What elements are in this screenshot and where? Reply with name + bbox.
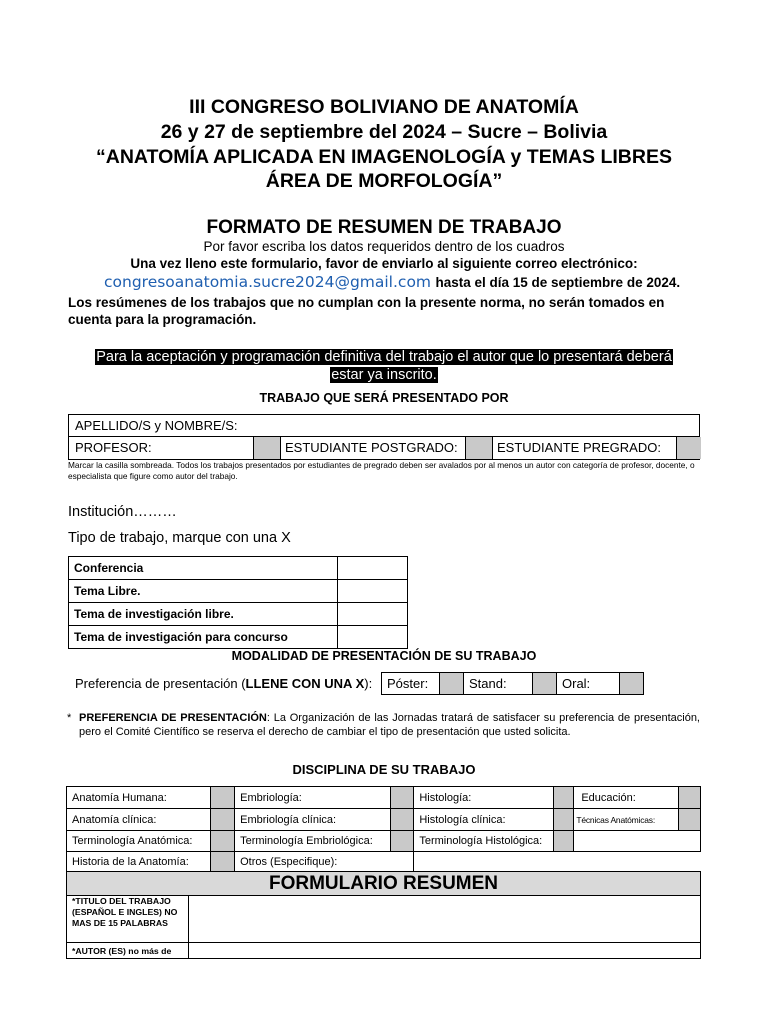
discipline-checkbox[interactable] [210, 809, 234, 831]
name-label: APELLIDO/S y NOMBRE/S: [75, 418, 238, 433]
profesor-checkbox[interactable] [253, 437, 281, 459]
discipline-other-field[interactable]: Otros (Especifique): [235, 852, 414, 872]
presentation-preference [75, 676, 372, 691]
registration-notice-line1: Para la aceptación y programación definitiva del trabajo el autor que lo presentará deberá [96, 349, 672, 365]
discipline-label: Histología clínica: [414, 809, 554, 831]
discipline-checkbox[interactable] [391, 809, 414, 831]
autor-row [66, 942, 701, 959]
email-line [104, 273, 680, 292]
work-type-row [69, 626, 408, 649]
discipline-label: Educación: [574, 787, 678, 809]
discipline-label: Técnicas Anatómicas: [574, 809, 678, 831]
preference-text: : La Organización de las Jornadas tratará de satisfacer su preferencia de presentación, pero el Comité Científico se reserva el derecho de cambiar el tipo de presentación que usted solicita. [79, 712, 700, 738]
postgrado-checkbox[interactable] [465, 437, 493, 459]
work-type-checkbox[interactable] [338, 603, 408, 626]
warning-text: Los resúmenes de los trabajos que no cumplan con la presente norma, no serán tomados en cuenta para la programación. [68, 295, 665, 327]
discipline-label [574, 831, 701, 852]
discipline-checkbox[interactable] [678, 787, 700, 809]
discipline-checkbox[interactable] [554, 831, 574, 852]
postgrado-label: ESTUDIANTE POSTGRADO: [285, 440, 458, 455]
discipline-label: Embriología clínica: [235, 809, 391, 831]
name-field[interactable] [68, 414, 700, 437]
registration-notice-line2: estar ya inscrito. [331, 367, 437, 383]
form-instruction: Por favor escriba los datos requeridos dentro de los cuadros [203, 239, 565, 254]
discipline-label: Histología: [414, 787, 554, 809]
work-type-checkbox[interactable] [338, 557, 408, 580]
pref-bold: LLENE CON UNA X [245, 676, 365, 691]
discipline-row [67, 787, 701, 809]
discipline-label: Historia de la Anatomía: [67, 852, 211, 872]
preference-label: PREFERENCIA DE PRESENTACIÓN [79, 712, 267, 724]
discipline-checkbox[interactable] [554, 787, 574, 809]
work-type-row [69, 603, 408, 626]
discipline-label: Terminología Anatómica: [67, 831, 211, 852]
discipline-heading: DISCIPLINA DE SU TRABAJO [292, 762, 476, 777]
discipline-checkbox[interactable] [391, 787, 414, 809]
deadline-text: hasta el día 15 de septiembre de 2024. [435, 275, 681, 290]
contact-email[interactable]: congresoanatomia.sucre2024@gmail.com [104, 273, 432, 291]
stand-label: Stand: [464, 673, 533, 695]
stand-checkbox[interactable] [533, 673, 557, 695]
discipline-row [67, 809, 701, 831]
autor-label: *AUTOR (ES) no más de [72, 946, 172, 956]
discipline-checkbox[interactable] [210, 852, 234, 872]
titulo-label: *TITULO DEL TRABAJO (ESPAÑOL E INGLES) NO MAS DE 15 PALABRAS [72, 896, 178, 928]
presenter-heading: TRABAJO QUE SERÁ PRESENTADO POR [259, 391, 509, 405]
form-title: FORMATO DE RESUMEN DE TRABAJO [206, 217, 562, 238]
resumen-title: FORMULARIO RESUMEN [66, 871, 701, 896]
oral-checkbox[interactable] [620, 673, 644, 695]
congress-theme: “ANATOMÍA APLICADA EN IMAGENOLOGÍA y TEMAS LIBRES [96, 146, 672, 168]
discipline-table [66, 786, 701, 872]
work-type-checkbox[interactable] [338, 626, 408, 649]
discipline-label: Embriología: [235, 787, 391, 809]
discipline-checkbox[interactable] [678, 809, 700, 831]
discipline-checkbox[interactable] [210, 831, 234, 852]
titulo-input[interactable] [188, 895, 702, 942]
modality-heading: MODALIDAD DE PRESENTACIÓN DE SU TRABAJO [231, 649, 537, 663]
pref-prefix: Preferencia de presentación ( [75, 676, 246, 691]
poster-checkbox[interactable] [440, 673, 464, 695]
discipline-row [67, 831, 701, 852]
discipline-label: Anatomía Humana: [67, 787, 211, 809]
work-type-label: Tema Libre. [69, 580, 338, 603]
work-type-label: Tema de investigación libre. [69, 603, 338, 626]
discipline-checkbox[interactable] [210, 787, 234, 809]
discipline-label: Terminología Histológica: [414, 831, 554, 852]
work-type-row [69, 557, 408, 580]
pref-suffix: ): [364, 676, 373, 691]
titulo-row [66, 895, 701, 943]
oral-label: Oral: [557, 673, 620, 695]
presenter-category-row [68, 436, 700, 460]
work-type-prompt: Tipo de trabajo, marque con una X [68, 530, 291, 546]
autor-input[interactable] [188, 943, 702, 958]
institution-field[interactable]: Institución……… [68, 504, 177, 520]
discipline-checkbox[interactable] [391, 831, 414, 852]
discipline-label: Terminología Embriológica: [235, 831, 391, 852]
work-type-label: Conferencia [69, 557, 338, 580]
work-type-row [69, 580, 408, 603]
poster-label: Póster: [382, 673, 440, 695]
modality-options [381, 672, 644, 695]
registration-notice-2 [0, 366, 768, 384]
discipline-row [67, 852, 701, 872]
discipline-label: Anatomía clínica: [67, 809, 211, 831]
presenter-note: Marcar la casilla sombreada. Todos los trabajos presentados por estudiantes de pregrado deben ser avalados por al menos un autor con categoría de profesor, docente, o especialista que figure como autor del trabajo. [68, 460, 695, 481]
pregrado-label: ESTUDIANTE PREGRADO: [497, 440, 661, 455]
pregrado-checkbox[interactable] [676, 437, 701, 459]
preference-bullet: * [67, 712, 72, 724]
send-note: Una vez lleno este formulario, favor de enviarlo al siguiente correo electrónico: [130, 256, 638, 271]
work-type-label: Tema de investigación para concurso [69, 626, 338, 649]
work-type-checkbox[interactable] [338, 580, 408, 603]
congress-dates: 26 y 27 de septiembre del 2024 – Sucre – Bolivia [160, 121, 608, 143]
discipline-checkbox[interactable] [554, 809, 574, 831]
discipline-empty [414, 852, 701, 872]
profesor-label: PROFESOR: [75, 440, 152, 455]
preference-note [67, 711, 700, 739]
congress-area: ÁREA DE MORFOLOGÍA” [265, 170, 503, 192]
congress-title: III CONGRESO BOLIVIANO DE ANATOMÍA [189, 96, 579, 118]
work-type-table [68, 556, 408, 649]
registration-notice [0, 348, 768, 366]
